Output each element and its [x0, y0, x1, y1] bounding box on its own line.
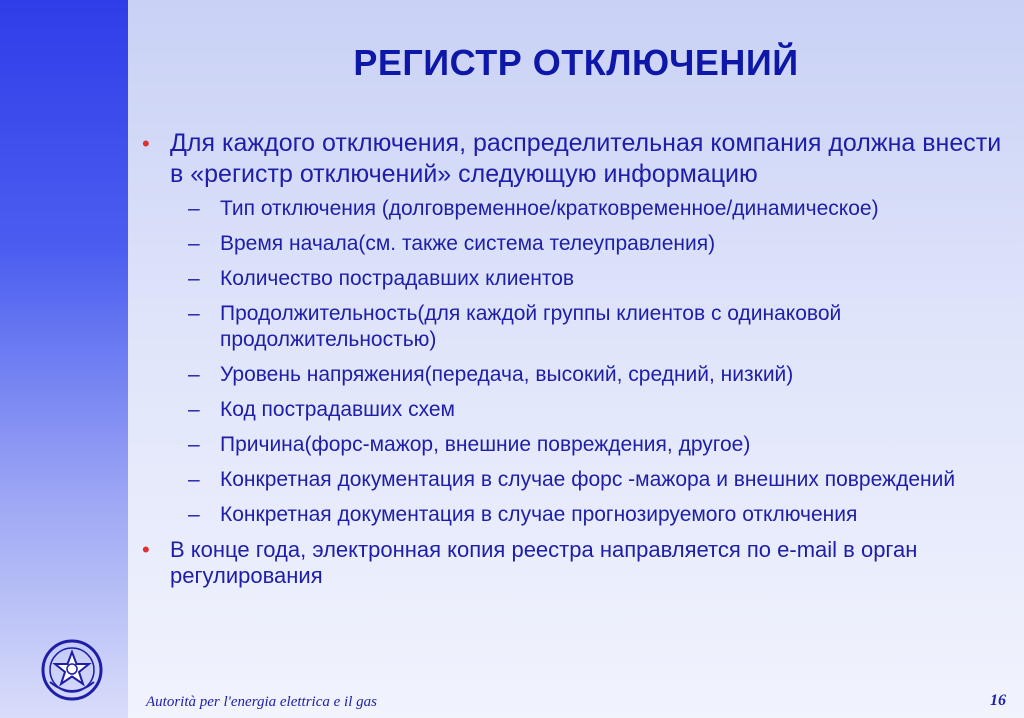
bullet-item-1: [140, 128, 1010, 190]
slide-content: [140, 128, 1010, 589]
sub-item-text: Количество пострадавших клиентов: [220, 267, 575, 290]
sub-item-text: Конкретная документация в случае форс -мажора и внешних повреждений: [220, 468, 956, 491]
decorative-sidebar: [0, 0, 128, 718]
dash-marker: –: [188, 302, 200, 325]
sub-item-text: Уровень напряжения(передача, высокий, средний, низкий): [220, 363, 794, 386]
slide-title: РЕГИСТР ОТКЛЮЧЕНИЙ: [353, 42, 799, 83]
sub-item-text: Причина(форс-мажор, внешние повреждения, другое): [220, 433, 751, 456]
sub-item: [140, 196, 1010, 222]
dash-marker: –: [188, 398, 200, 421]
sub-item: [140, 301, 1010, 353]
sub-item: [140, 432, 1010, 458]
bullet-dot: •: [142, 537, 150, 562]
sub-item-text: Тип отключения (долговременное/кратковременное/динамическое): [220, 197, 879, 220]
italian-emblem-icon: [40, 638, 104, 702]
dash-marker: –: [188, 468, 200, 491]
bullet-text-1: Для каждого отключения, распределительная компания должна внести в «регистр отключений» следующую информацию: [170, 129, 1002, 188]
sub-item: [140, 397, 1010, 423]
sub-item: [140, 231, 1010, 257]
sub-item: [140, 502, 1010, 528]
sub-item-text: Время начала(см. также система телеуправления): [220, 232, 716, 255]
bullet-dot: •: [142, 131, 150, 156]
page-number: 16: [990, 692, 1006, 709]
dash-marker: –: [188, 433, 200, 456]
dash-marker: –: [188, 232, 200, 255]
dash-marker: –: [188, 197, 200, 220]
bullet-item-2: [140, 537, 1010, 589]
sub-item: [140, 467, 1010, 493]
sub-list: [140, 196, 1010, 528]
sub-item-text: Продолжительность(для каждой группы клиентов с одинаковой продолжительностью): [220, 302, 842, 351]
sub-item: [140, 362, 1010, 388]
sub-item: [140, 266, 1010, 292]
dash-marker: –: [188, 267, 200, 290]
dash-marker: –: [188, 363, 200, 386]
dash-marker: –: [188, 503, 200, 526]
sub-item-text: Конкретная документация в случае прогнозируемого отключения: [220, 503, 858, 526]
sub-item-text: Код пострадавших схем: [220, 398, 455, 421]
footer-organization: Autorità per l'energia elettrica e il gas: [146, 694, 377, 710]
bullet-text-2: В конце года, электронная копия реестра направляется по e-mail в орган регулирования: [170, 537, 918, 588]
